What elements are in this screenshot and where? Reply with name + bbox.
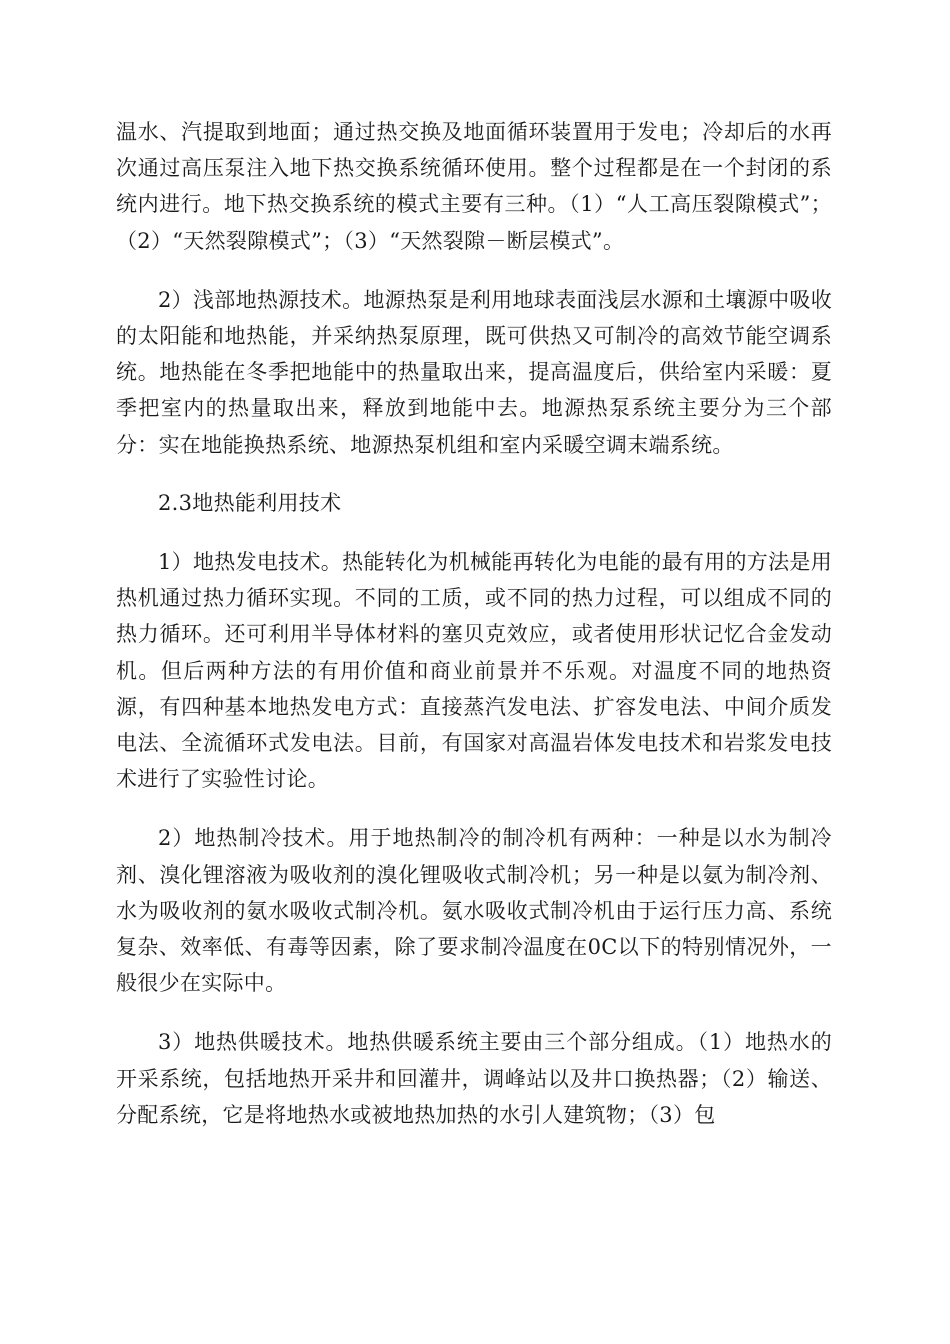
- paragraph-geothermal-power: 1）地热发电技术。热能转化为机械能再转化为电能的最有用的方法是用热机通过热力循环实现。不同的工质，或不同的热力过程，可以组成不同的热力循环。还可利用半导体材料的塞贝克效应，或者使用形状记忆合金发动机。但后两种方法的有用价值和商业前景并不乐观。对温度不同的地热资源，有四种基本地热发电方式：直接蒸汽发电法、扩容发电法、中间介质发电法、全流循环式发电法。目前，有国家对高温岩体发电技术和岩浆发电技术进行了实验性讨论。: [116, 550, 832, 792]
- paragraph-geothermal-cooling: 2）地热制冷技术。用于地热制冷的制冷机有两种：一种是以水为制冷剂、溴化锂溶液为吸收剂的溴化锂吸收式制冷机；另一种是以氨为制冷剂、水为吸收剂的氨水吸收式制冷机。氨水吸收式制冷机由于运行压力高、系统复杂、效率低、有毒等因素，除了要求制冷温度在0C以下的特别情况外，一般很少在实际中。: [116, 826, 832, 996]
- section-heading: 2.3地热能利用技术: [158, 490, 342, 515]
- paragraph-geothermal-heating: 3）地热供暖技术。地热供暖系统主要由三个部分组成。（1）地热水的开采系统，包括地热开采井和回灌井，调峰站以及井口换热器；（2）输送、分配系统，它是将地热水或被地热加热的水引人建筑物；（3）包: [116, 1030, 832, 1127]
- document-body: [116, 114, 832, 1133]
- paragraph-shallow-geothermal: 2）浅部地热源技术。地源热泵是利用地球表面浅层水源和土壤源中吸收的太阳能和地热能，并采纳热泵原理，既可供热又可制冷的高效节能空调系统。地热能在冬季把地能中的热量取出来，提高温度后，供给室内采暖：夏季把室内的热量取出来，释放到地能中去。地源热泵系统主要分为三个部分：实在地能换热系统、地源热泵机组和室内采暖空调末端系统。: [116, 287, 832, 457]
- paragraph-continuation: 温水、汽提取到地面；通过热交换及地面循环装置用于发电；冷却后的水再次通过高压泵注入地下热交换系统循环使用。整个过程都是在一个封闭的系统内进行。地下热交换系统的模式主要有三种。（1）“人工高压裂隙模式”；（2）“天然裂隙模式”；（3）“天然裂隙－断层模式”。: [116, 120, 832, 253]
